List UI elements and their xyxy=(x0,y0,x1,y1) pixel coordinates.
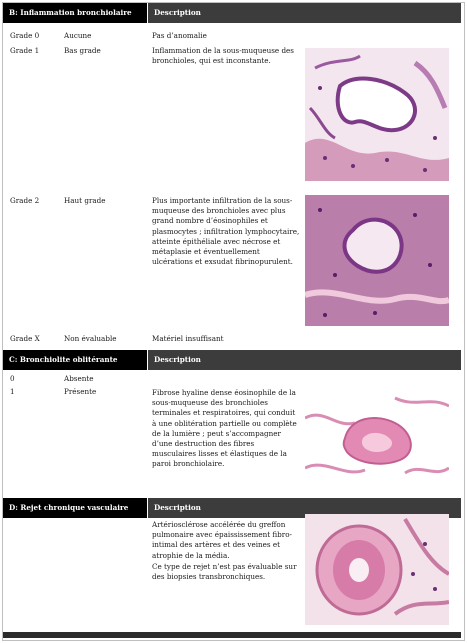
b-row-2-description: Plus importante infiltration de la sous-muqueuse des bronchioles avec plus grand nombre d’éosinophiles et plasmocytes ; infiltration lymphocytaire, atteinte épithéliale avec nécrose et métaplasie et éventuellement ulcérations et exsudat fibrinopurulent. xyxy=(152,196,300,267)
c-row-1-label: Présente xyxy=(64,387,97,396)
section-b-desc-header: Description xyxy=(148,3,461,23)
b-row-0-description: Pas d’anomalie xyxy=(152,31,207,40)
b-row-3-description: Matériel insuffisant xyxy=(152,334,224,343)
section-d-desc-header: Description xyxy=(148,498,461,518)
b-row-1-description: Inflammation de la sous-muqueuse des bronchioles, qui est inconstante. xyxy=(152,46,294,66)
d-description: Artériosclérose accélérée du greffon pulmonaire avec épaississement fibro-intimal des artères et des veines et atrophie de la média. xyxy=(152,520,292,560)
b-row-0-grade: Grade 0 xyxy=(10,31,40,40)
section-c-title: C: Bronchiolite oblitérante xyxy=(3,350,147,370)
b-row-1-label: Bas grade xyxy=(64,46,101,55)
c-row-0-label: Absente xyxy=(64,374,94,383)
histology-image-grade-1 xyxy=(305,48,449,181)
c-row-0-grade: 0 xyxy=(10,374,15,383)
b-row-1-grade: Grade 1 xyxy=(10,46,40,55)
bottom-bar xyxy=(3,632,461,638)
b-row-3-grade: Grade X xyxy=(10,334,40,343)
b-row-2-label: Haut grade xyxy=(64,196,106,205)
c-row-1-description: Fibrose hyaline dense éosinophile de la sous-muqueuse des bronchioles terminales et respiratoires, qui conduit à une oblitération partielle ou complète de la lumière ; peut s’accompagner d’une destruction des fibres musculaires lisses et élastiques de la paroi bronchiolaire. xyxy=(152,388,297,469)
b-row-3-label: Non évaluable xyxy=(64,334,117,343)
section-b-title: B: Inflammation bronchiolaire xyxy=(3,3,147,23)
histology-image-grade-2 xyxy=(305,195,449,326)
c-row-1-grade: 1 xyxy=(10,387,15,396)
b-row-0-label: Aucune xyxy=(64,31,92,40)
section-c-desc-header: Description xyxy=(148,350,461,370)
b-row-2-grade: Grade 2 xyxy=(10,196,40,205)
section-d-title: D: Rejet chronique vasculaire xyxy=(3,498,147,518)
histology-image-bronchiolite xyxy=(305,388,449,485)
histology-image-vascular xyxy=(305,514,449,625)
d-note: Ce type de rejet n’est pas évaluable sur des biopsies transbronchiques. xyxy=(152,562,297,582)
